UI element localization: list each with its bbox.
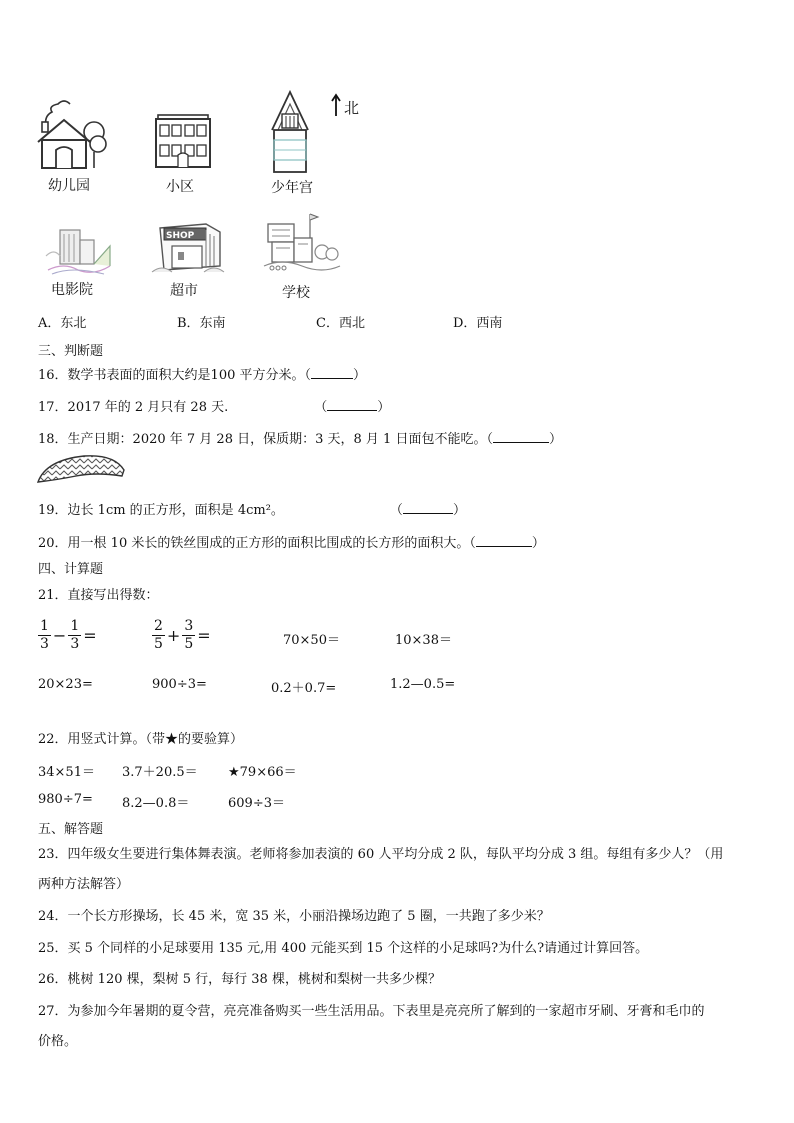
q22-expr: 980÷7= bbox=[38, 792, 93, 807]
q22-title: 22．用竖式计算。（带★的要验算） bbox=[38, 732, 244, 747]
q21-expr: 20×23= bbox=[38, 677, 93, 692]
q22-expr: ★79×66＝ bbox=[228, 765, 297, 780]
solve-item-23: 23．四年级女生要进行集体舞表演。老师将参加表演的 60 人平均分成 2 队，每队平均分成 3 组。每组有多少人？（用 bbox=[38, 847, 724, 862]
svg-text:SHOP: SHOP bbox=[166, 231, 195, 241]
q21-expr: 1.2—0.5= bbox=[390, 677, 456, 692]
judge-item-17: 17．2017 年的 2 月只有 28 天. （ ） bbox=[38, 400, 391, 415]
q21-expr: 0.2＋0.7= bbox=[271, 681, 337, 696]
place-label-kindergarten: 幼儿园 bbox=[48, 178, 90, 194]
option-d: D．西南 bbox=[453, 316, 503, 331]
solve-item-27: 27．为参加今年暑期的夏令营，亮亮准备购买一些生活用品。下表里是亮亮所了解到的一家超市牙刷、牙膏和毛巾的 bbox=[38, 1004, 705, 1019]
solve-item-25: 25．买 5 个同样的小足球要用 135 元,用 400 元能买到 15 个这样的小足球吗?为什么?请通过计算回答。 bbox=[38, 941, 649, 956]
option-a: A．东北 bbox=[38, 316, 87, 331]
q21-fraction-expr-1: $\frac{1}{3}$ − $\frac{1}{3}$ = bbox=[40, 618, 97, 652]
place-label-youth-palace: 少年宫 bbox=[271, 180, 313, 196]
section-heading-solve: 五、解答题 bbox=[38, 822, 104, 837]
kindergarten-icon bbox=[36, 98, 104, 170]
judge-item-19: 19．边长 1cm 的正方形，面积是 4cm²。 （ ） bbox=[38, 503, 466, 518]
solve-item-23-cont: 两种方法解答） bbox=[38, 877, 130, 892]
q21-title: 21．直接写出得数： bbox=[38, 588, 159, 603]
judge-item-18: 18．生产日期：2020 年 7 月 28 日，保质期：3 天，8 月 1 日面包不能吃。（ ） bbox=[38, 432, 562, 447]
school-icon bbox=[262, 212, 342, 274]
q22-expr: 3.7＋20.5＝ bbox=[122, 765, 198, 780]
option-c: C．西北 bbox=[316, 316, 365, 331]
q22-expr: 609÷3＝ bbox=[228, 796, 285, 811]
q21-fraction-expr-2: $\frac{2}{5}$ + $\frac{3}{5}$ = bbox=[154, 618, 211, 652]
judge-item-20: 20．用一根 10 米长的铁丝围成的正方形的面积比围成的长方形的面积大。（ ） bbox=[38, 536, 545, 551]
section-heading-calc: 四、计算题 bbox=[38, 562, 104, 577]
supermarket-icon bbox=[150, 220, 226, 276]
place-label-supermarket: 超市 bbox=[170, 283, 198, 299]
q21-expr: 10×38＝ bbox=[395, 633, 452, 648]
bread-icon bbox=[36, 452, 126, 486]
place-label-residential: 小区 bbox=[166, 179, 194, 195]
north-arrow-icon bbox=[330, 94, 342, 116]
q21-expr: 70×50＝ bbox=[283, 633, 340, 648]
solve-item-24: 24．一个长方形操场，长 45 米，宽 35 米，小丽沿操场边跑了 5 圈，一共跑了多少米？ bbox=[38, 909, 550, 924]
section-heading-judge: 三、判断题 bbox=[38, 344, 104, 359]
place-label-cinema: 电影院 bbox=[51, 282, 93, 298]
cinema-icon bbox=[44, 226, 112, 276]
place-label-school: 学校 bbox=[282, 285, 310, 301]
q21-expr: 900÷3= bbox=[152, 677, 207, 692]
judge-item-16: 16．数学书表面的面积大约是100 平方分米。（ ） bbox=[38, 368, 367, 383]
north-label: 北 bbox=[344, 99, 360, 117]
option-b: B．东南 bbox=[177, 316, 226, 331]
solve-item-27-cont: 价格。 bbox=[38, 1034, 78, 1049]
youth-palace-icon bbox=[268, 90, 316, 174]
solve-item-26: 26．桃树 120 棵，梨树 5 行，每行 38 棵，桃树和梨树一共多少棵？ bbox=[38, 972, 441, 987]
q22-expr: 34×51＝ bbox=[38, 765, 95, 780]
residential-building-icon bbox=[154, 113, 212, 169]
q22-expr: 8.2—0.8＝ bbox=[122, 796, 190, 811]
